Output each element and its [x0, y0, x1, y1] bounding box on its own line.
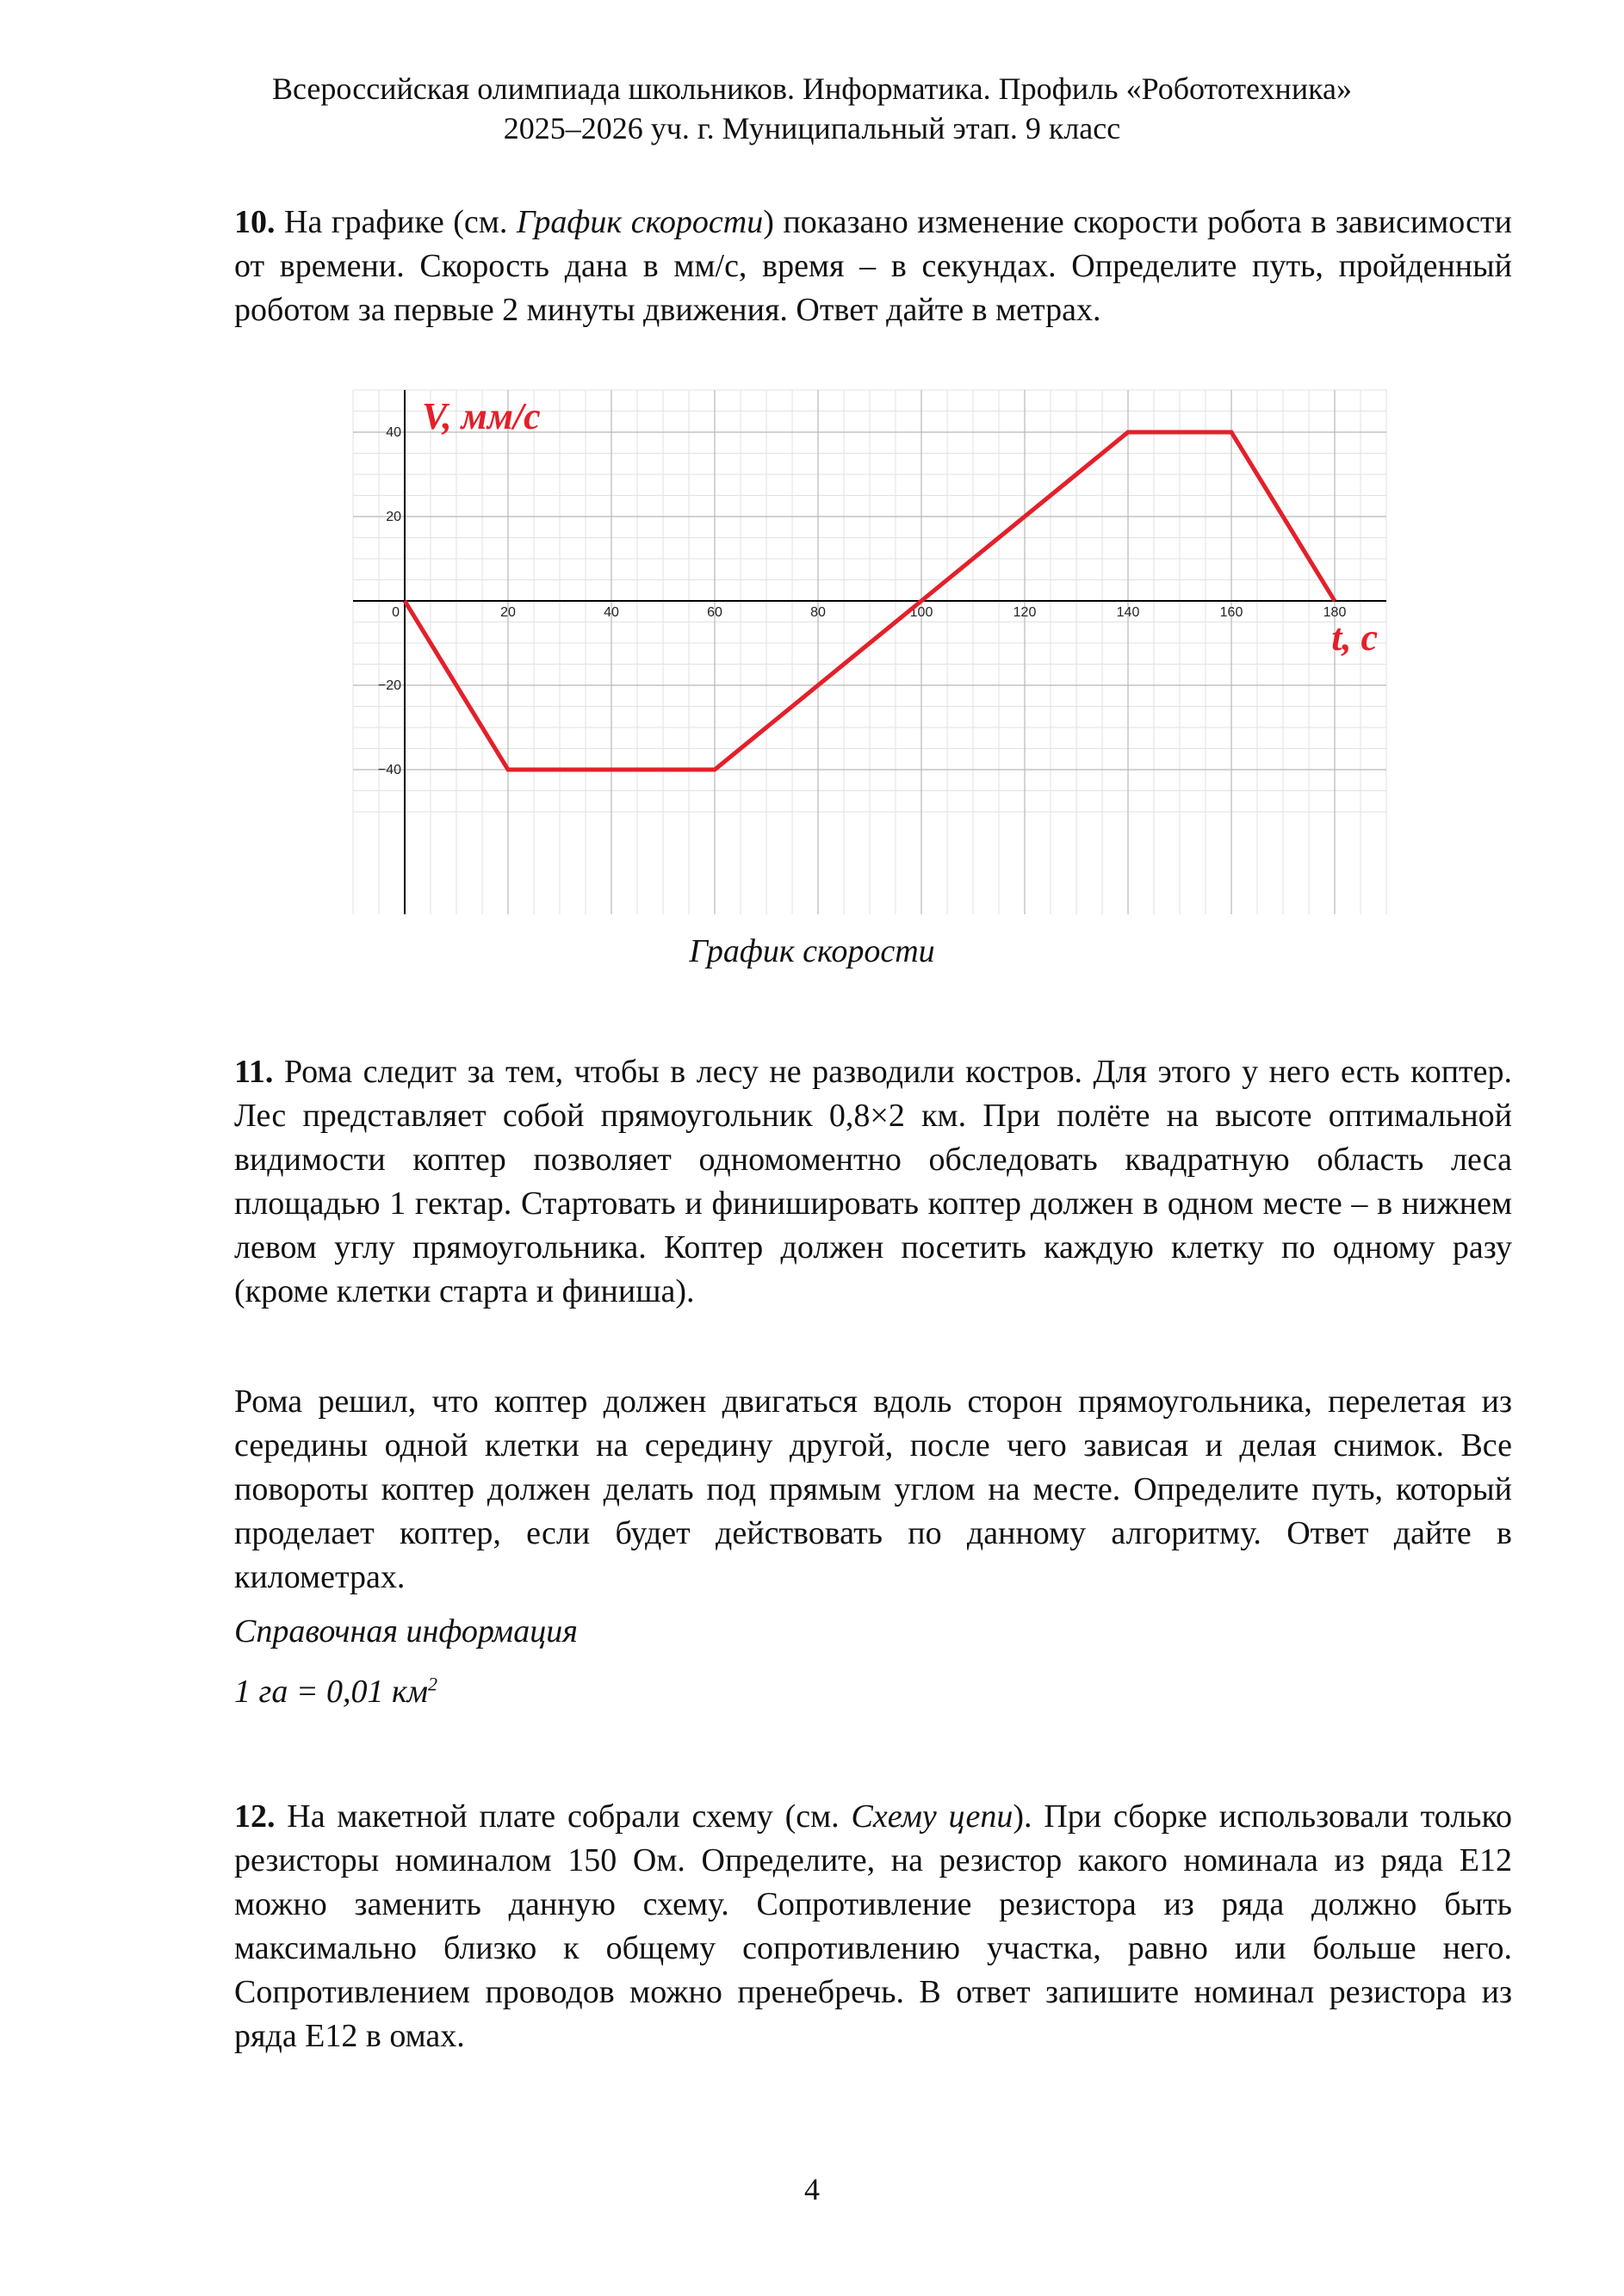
x-tick-label: 40 — [604, 605, 619, 620]
y-tick-label: 20 — [386, 510, 401, 524]
y-tick-label: −40 — [377, 763, 401, 777]
x-tick-label: 100 — [909, 605, 933, 620]
reference-formula-text: 1 га = 0,01 км — [234, 1673, 428, 1710]
task-10-figure-ref: График скорости — [516, 204, 764, 240]
velocity-chart — [344, 383, 1395, 921]
task-11-paragraph-1 — [234, 1050, 1512, 1314]
reference-title-text: Справочная информация — [234, 1613, 578, 1649]
task-11-number: 11. — [234, 1054, 274, 1090]
task-11-paragraph-2: Рома решил, что коптер должен двигаться вдоль сторон прямоугольника, перелетая из середины одной клетки на середину другой, после чего зависая и делая снимок. Все повороты коптер должен делать под прямым углом на месте. Определите путь, который проделает коптер, если будет действовать по данному алгоритму. Ответ дайте в километрах. — [234, 1383, 1512, 1595]
task-11-paragraph-1-text: Рома следит за тем, чтобы в лесу не разводили костров. Для этого у него есть коптер. Лес представляет собой прямоугольник 0,8×2 км. При полёте на высоте оптимальной видимости коптер позволяет одномоментно обследовать квадратную область леса площадью 1 гектар. Стартовать и финишировать коптер должен в одном месте – в нижнем левом углу прямоугольника. Коптер должен посетить каждую клетку по одному разу (кроме клетки старта и финиша). — [234, 1054, 1512, 1309]
x-tick-label: 80 — [810, 605, 826, 620]
chart-caption: График скорости — [689, 933, 935, 969]
header-line-1: Всероссийская олимпиада школьников. Информатика. Профиль «Робототехника» — [271, 71, 1353, 106]
x-tick-label: 140 — [1116, 605, 1140, 620]
x-tick-label: 120 — [1013, 605, 1037, 620]
y-tick-label: −20 — [377, 678, 401, 693]
reference-formula-superscript: 2 — [428, 1673, 437, 1694]
task-10-text-before: На графике (см. — [275, 204, 517, 240]
task-11-reference-formula — [234, 1662, 1512, 1714]
velocity-chart-svg — [344, 383, 1395, 921]
task-12-text — [234, 1795, 1512, 2058]
x-tick-label: 60 — [707, 605, 722, 620]
task-12-figure-ref: Схему цепи — [851, 1798, 1013, 1835]
header-line-2: 2025–2026 уч. г. Муниципальный этап. 9 класс — [503, 111, 1121, 145]
x-tick-label: 160 — [1219, 605, 1243, 620]
x-tick-label: 180 — [1323, 605, 1347, 620]
x-tick-label: 0 — [392, 605, 400, 620]
task-12-number: 12. — [234, 1798, 276, 1835]
task-12-text-after: ). При сборке использовали только резисторы номиналом 150 Ом. Определите, на резистор какого номинала из ряда Е12 можно заменить данную схему. Сопротивление резистора из ряда должно быть максимально близко к общему сопротивлению участка, равно или больше него. Сопротивлением проводов можно пренебречь. В ответ запишите номинал резистора из ряда Е12 в омах. — [234, 1798, 1513, 2054]
y-axis-label: V, мм/с — [422, 395, 541, 437]
task-10-number: 10. — [234, 204, 276, 240]
x-axis-label: t, с — [1331, 616, 1378, 659]
y-tick-label: 40 — [386, 425, 401, 440]
page-number: 4 — [804, 2172, 820, 2206]
task-12-text-before: На макетной плате собрали схему (см. — [275, 1798, 852, 1835]
task-10-text — [234, 201, 1512, 332]
task-10-text-after: ) показано изменение скорости робота в зависимости от времени. Скорость дана в мм/с, время – в секундах. Определите путь, пройденный роботом за первые 2 минуты движения. Ответ дайте в метрах. — [234, 204, 1512, 328]
task-11-reference-title — [234, 1610, 1512, 1654]
x-tick-label: 20 — [500, 605, 516, 620]
